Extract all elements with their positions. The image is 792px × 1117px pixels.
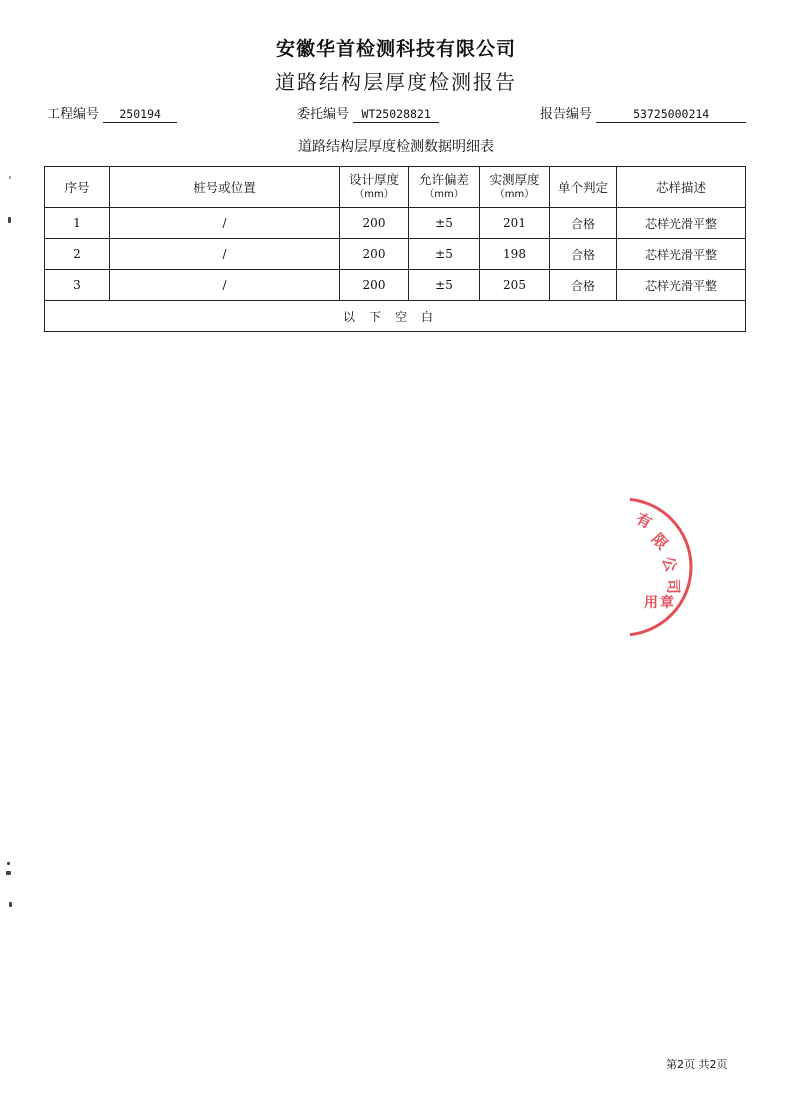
cell-core-desc: 芯样光滑平整 xyxy=(617,270,746,301)
svg-text:限: 限 xyxy=(648,529,672,554)
scan-speck xyxy=(9,176,11,179)
page-number: 第2页 共2页 xyxy=(666,1058,728,1071)
header-measured-label: 实测厚度 xyxy=(489,172,540,187)
header-measured-unit: （mm） xyxy=(494,189,535,200)
table-row xyxy=(45,208,746,239)
cell-location: / xyxy=(110,270,340,301)
commission-no-label: 委托编号 xyxy=(297,107,350,122)
cell-design: 200 xyxy=(340,270,409,301)
commission-no xyxy=(297,103,439,123)
cell-tolerance: ±5 xyxy=(409,239,480,270)
scan-speck xyxy=(9,902,12,907)
report-no xyxy=(540,103,746,123)
header-tolerance-unit: （mm） xyxy=(424,189,464,200)
project-no xyxy=(47,103,177,123)
report-title: 道路结构层厚度检测报告 xyxy=(275,70,517,94)
cell-judgment: 合格 xyxy=(550,239,617,270)
company-name: 安徽华首检测科技有限公司 xyxy=(275,38,516,60)
project-no-label: 工程编号 xyxy=(47,107,100,122)
cell-measured: 198 xyxy=(480,239,550,270)
cell-design: 200 xyxy=(340,239,409,270)
header-design-unit: （mm） xyxy=(354,189,394,200)
cell-seq: 3 xyxy=(45,270,110,301)
blank-note: 以下空白 xyxy=(45,301,746,332)
table-row xyxy=(45,270,746,301)
report-no-value: 53725000214 xyxy=(596,107,746,123)
scan-speck xyxy=(7,862,10,865)
thickness-data-table xyxy=(44,166,746,332)
table-header-row xyxy=(45,167,746,208)
company-seal-stamp xyxy=(590,495,740,645)
project-no-value: 250194 xyxy=(103,107,177,123)
cell-design: 200 xyxy=(340,208,409,239)
cell-location: / xyxy=(110,208,340,239)
cell-judgment: 合格 xyxy=(550,270,617,301)
header-design-label: 设计厚度 xyxy=(348,172,399,187)
svg-text:有: 有 xyxy=(632,509,655,533)
blank-note-row xyxy=(45,301,746,332)
svg-text:章: 章 xyxy=(660,595,674,611)
header-location: 桩号或位置 xyxy=(110,167,340,208)
table-row xyxy=(45,239,746,270)
cell-judgment: 合格 xyxy=(550,208,617,239)
header-judgment: 单个判定 xyxy=(550,167,617,208)
svg-text:公: 公 xyxy=(658,553,681,575)
scan-speck xyxy=(6,871,11,875)
cell-measured: 201 xyxy=(480,208,550,239)
cell-seq: 1 xyxy=(45,208,110,239)
cell-tolerance: ±5 xyxy=(409,270,480,301)
cell-measured: 205 xyxy=(480,270,550,301)
report-no-label: 报告编号 xyxy=(540,107,593,122)
header-tolerance-label: 允许偏差 xyxy=(418,172,469,187)
cell-location: / xyxy=(110,239,340,270)
header-seq: 序号 xyxy=(45,167,110,208)
report-meta xyxy=(47,103,747,123)
header-core-desc: 芯样描述 xyxy=(617,167,746,208)
cell-core-desc: 芯样光滑平整 xyxy=(617,208,746,239)
cell-core-desc: 芯样光滑平整 xyxy=(617,239,746,270)
header-tolerance xyxy=(409,167,480,208)
scan-speck xyxy=(8,217,11,223)
commission-no-value: WT25028821 xyxy=(353,107,439,123)
cell-tolerance: ±5 xyxy=(409,208,480,239)
header-measured xyxy=(480,167,550,208)
svg-text:用: 用 xyxy=(644,595,658,611)
header-design xyxy=(340,167,409,208)
table-title: 道路结构层厚度检测数据明细表 xyxy=(298,139,494,155)
svg-text:司: 司 xyxy=(663,578,683,595)
cell-seq: 2 xyxy=(45,239,110,270)
